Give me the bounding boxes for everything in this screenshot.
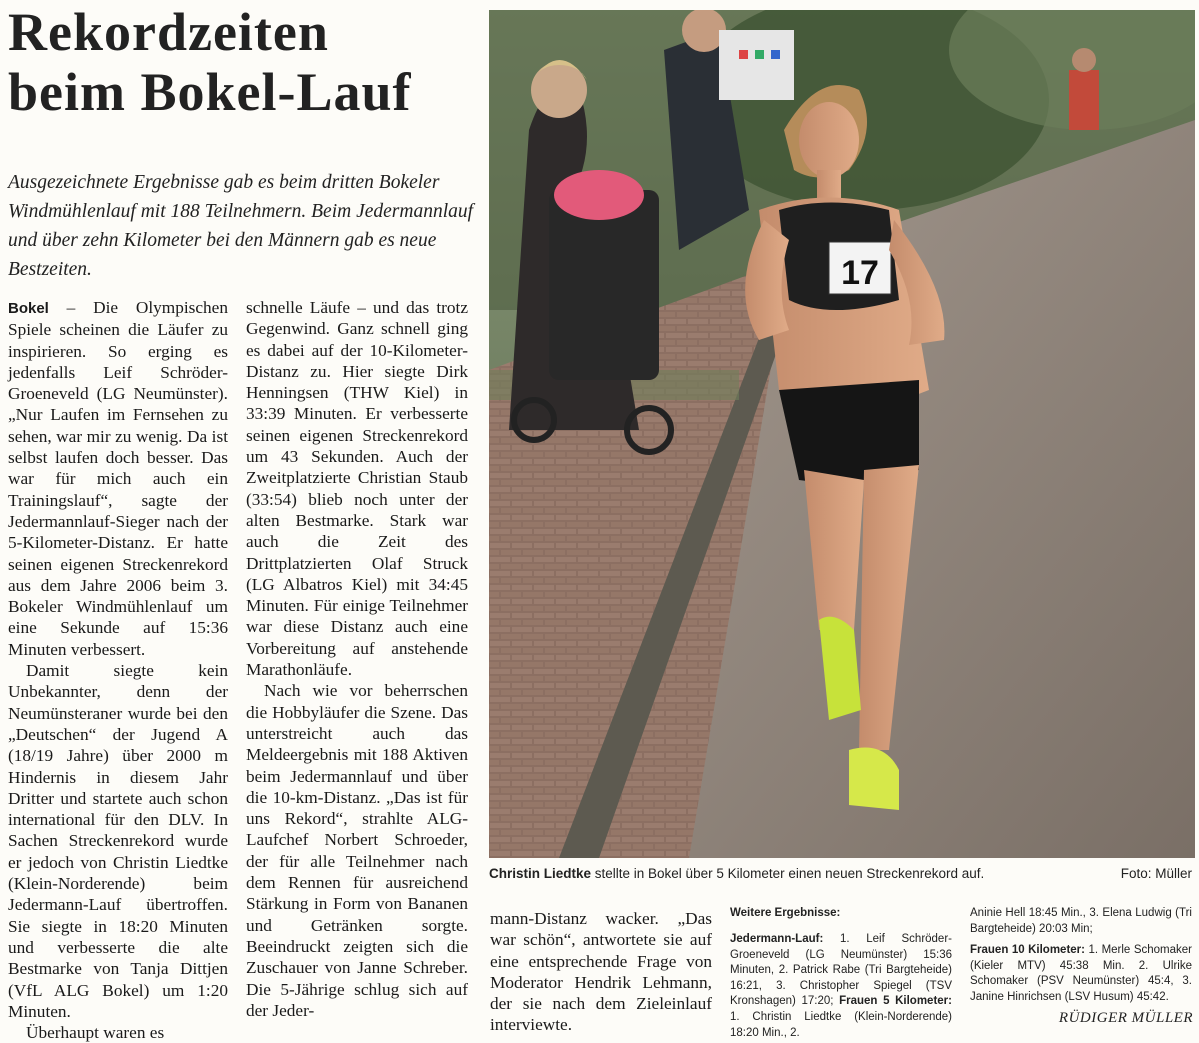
caption-name: Christin Liedtke [489,866,592,881]
article-paragraph: Damit siegte kein Unbekannter, denn der Neumünsteraner wurde bei den „Deutschen“ der Jugend A (18/19 Jahre) über 2000 m Hindernis in diesem Jahr Dritter und startete auch schon international für den DLV. In Sachen Streckenrekord wurde er jedoch von Christin Liedtke (Klein-Norderende) beim Jedermann-Lauf übertroffen. Sie siegte in 18:20 Minuten und verbesserte die alte Bestmarke von Tanja Dittjen (VfL ALG Bokel) um 1:20 Minuten. [8,661,228,1021]
runner-photo-illustration [489,10,1195,858]
photo-credit: Foto: Müller [1120,866,1192,881]
results-text-frauen5-cont: Aninie Hell 18:45 Min., 3. Elena Ludwig (Tri Bargteheide) 20:03 Min; [970,907,1192,935]
article-column-1 [8,297,228,1043]
dateline-location: Bokel [8,300,49,317]
article-paragraph: mann-Distanz wacker. „Das war schön“, antwortete sie auf eine entsprechende Frage von Moderator Hendrik Lehmann, der sie nach dem Zieleinlauf interviewte. [490,909,712,1035]
article-paragraph: Überhaupt waren es [26,1023,165,1043]
results-column-1 [730,932,952,1041]
headline-line-1: Rekordzeiten [8,2,329,62]
runner-photo [489,10,1195,858]
results-label-frauen10: Frauen 10 Kilometer: [970,944,1085,957]
results-label-jedermann: Jedermann-Lauf: [730,933,824,945]
headline-line-2: beim Bokel-Lauf [8,62,412,122]
article-paragraph: Nach wie vor beherrschen die Hobbyläufer die Szene. Das unterstreicht auch das Meldeergebnis mit 188 Aktiven beim Jedermannlauf und über die 10-km-Distanz. „Das ist für uns Rekord“, strahlte ALG-Laufchef Norbert Schroeder, der für alle Teilnehmer nach dem Rennen für ausreichend Stärkung in Form von Bananen und Getränken sorgte. Beeindruckt zeigten sich die Zuschauer von Janne Schreber. Die 5-Jährige schlug sich auf der Jeder- [246,681,468,1020]
results-label-frauen5: Frauen 5 Kilometer: [833,995,952,1008]
lead-paragraph: Ausgezeichnete Ergebnisse gab es beim dritten Bokeler Windmühlenlauf mit 188 Teilnehmern. Beim Jedermannlauf und über zehn Kilometer bei den Männern gab es neue Bestzeiten. [8,172,474,280]
bib-number: 17 [841,254,879,292]
paragraph-text: – Die Olympischen Spiele scheinen die Läufer zu inspirieren. So erging es jedenfalls Leif Schröder-Groeneveld (LG Neumünster). „Nur Laufen im Fernsehen zu sehen, war mir zu wenig. Da ist selbst laufen doch besser. Das war für mich auch ein Trainingslauf“, sagte der Jedermannlauf-Sieger nach der 5-Kilometer-Distanz. Er hatte seinen eigenen Streckenrekord aus dem Jahre 2006 beim 3. Bokeler Windmühlenlauf um eine Sekunde auf 15:36 Minuten verbessert. [8,298,228,659]
results-text-jedermann: 1. Leif Schröder-Groeneveld (LG Neumünster) 15:36 Minuten, 2. Patrick Rabe (Tri Bargteheide) 16:21, 3. Christopher Spiegel (TSV Kronshagen) 17:20; [730,933,952,1008]
article-paragraph: schnelle Läufe – und das trotz Gegenwind. Ganz schnell ging es dabei auf der 10-Kilometer-Distanz zu. Hier siegte Dirk Henningsen (THW Kiel) in 33:39 Minuten. Er verbesserte seinen eigenen Streckenrekord um 43 Sekunden. Auch der Zweitplatzierte Christian Staub (33:54) blieb noch unter der alten Bestmarke. Stark war auch die Zeit des Drittplatzierten Olaf Struck (LG Albatros Kiel) mit 34:45 Minuten. Für einige Teilnehmer war diese Distanz auch eine Vorbereitung auf anstehende Marathonläufe. [246,298,468,680]
results-title: Weitere Ergebnisse: [730,907,841,919]
article-paragraph [8,297,228,660]
results-frauen10 [970,943,1192,1005]
results-text-frauen10: 1. Merle Schomaker (Kieler MTV) 45:38 Min. 2. Ulrike Schomaker (PSV Neumünster) 45:4, 3. Janine Hinrichsen (LSV Husum) 45:42. [970,944,1192,1003]
article-column-2 [246,297,468,1021]
results-text-frauen5: 1. Christin Liedtke (Klein-Norderende) 18:20 Min., 2. [730,1010,952,1039]
caption-text: stellte in Bokel über 5 Kilometer einen neuen Streckenrekord auf. [591,866,985,881]
photo-caption [489,866,1192,881]
author-byline: RÜDIGER MÜLLER [1058,1010,1193,1026]
results-column-2 [970,906,1192,1012]
headline [8,2,478,122]
article-column-3 [490,908,712,1036]
